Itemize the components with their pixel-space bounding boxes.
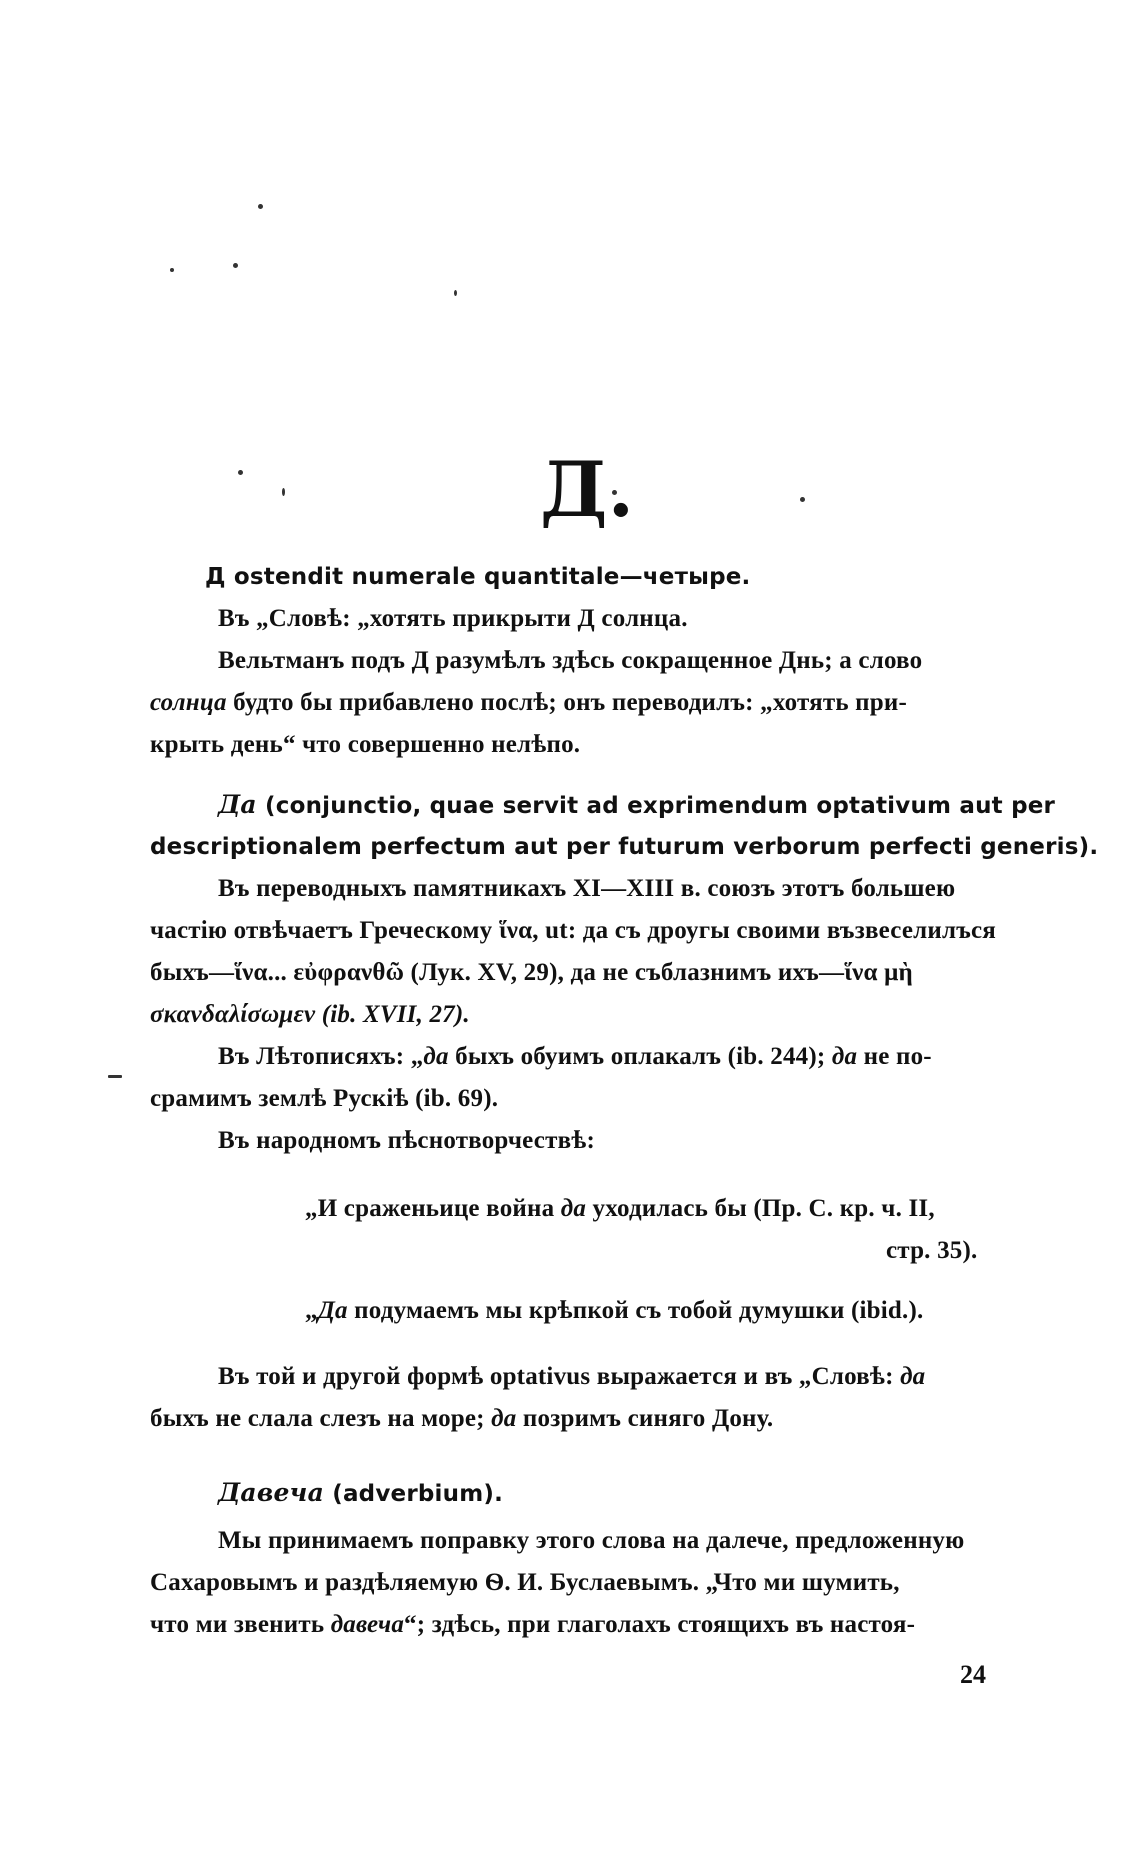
entry2-line5: быхъ—ἵνα... εὐφρανθῶ (Лук. XV, 29), да не съблазнимъ ихъ—ἵνα μὴ — [150, 959, 913, 986]
entry1-line3: Вельтманъ подъ Д разумѣлъ здѣсь сокращенное Днь; а слово — [218, 647, 923, 674]
page-number: 24 — [960, 1660, 986, 1689]
section-letter-heading: Д. — [540, 445, 635, 534]
entry3-headline: Давеча (adverbium). — [218, 1478, 504, 1507]
entry1-line5: крыть день“ что совершенно нелѣпо. — [150, 731, 581, 758]
print-speck — [170, 268, 174, 272]
print-speck — [233, 263, 238, 268]
entry3-line3: что ми звенить давеча“; здѣсь, при глаголахъ стоящихъ въ настоя- — [150, 1611, 916, 1638]
margin-mark — [108, 1075, 122, 1078]
entry2-line10: Въ той и другой формѣ optativus выражается и въ „Словѣ: да — [218, 1363, 926, 1390]
quote2: „Да подумаемъ мы крѣпкой съ тобой думушки (ibid.). — [305, 1297, 924, 1324]
quote1-line1: „И сраженьице война да уходилась бы (Пр. С. кр. ч. II, — [305, 1195, 935, 1222]
entry3-headword: Давеча — [218, 1478, 325, 1507]
entry3-line2: Сахаровымъ и раздѣляемую Ѳ. И. Буслаевымъ. „Что ми шумить, — [150, 1569, 900, 1596]
entry2-line9: Въ народномъ пѣснотворчествѣ: — [218, 1127, 595, 1154]
entry2-line11: быхъ не слала слезъ на море; да позримъ синяго Дону. — [150, 1405, 774, 1432]
entry3-line1: Мы принимаемъ поправку этого слова на далече, предложенную — [218, 1527, 965, 1554]
print-speck — [282, 488, 285, 496]
print-speck — [238, 470, 243, 475]
entry2-line3: Въ переводныхъ памятникахъ XI—XIII в. союзъ этотъ большею — [218, 875, 956, 902]
entry1-line2: Въ „Словѣ: „хотять прикрыти Д солнца. — [218, 605, 688, 632]
print-speck — [800, 497, 805, 502]
print-speck — [258, 204, 263, 209]
print-speck — [454, 290, 457, 296]
entry1-line4: солнца будто бы прибавлено послѣ; онъ переводилъ: „хотять при- — [150, 689, 908, 716]
entry2-line1: Да (conjunctio, quae servit ad exprimendum optativum aut per — [218, 790, 1056, 819]
entry2-line8: срамимъ землѣ Рускіѣ (ib. 69). — [150, 1085, 499, 1112]
quote1-line2: стр. 35). — [886, 1237, 978, 1264]
entry2-line6: σκανδαλίσωμεν (ib. XVII, 27). — [150, 1001, 470, 1028]
entry2-line2: descriptionalem perfectum aut per futurum verborum perfecti generis). — [150, 834, 1099, 860]
entry2-line7: Въ Лѣтописяхъ: „да быхъ обуимъ оплакалъ (ib. 244); да не по- — [218, 1043, 932, 1070]
entry2-line4: частію отвѣчаетъ Греческому ἵνα, ut: да съ дроугы своими възвеселилъся — [150, 917, 996, 944]
entry1-line1: Д ostendit numerale quantitale—четыре. — [205, 564, 751, 590]
entry2-headword: Да — [218, 790, 257, 819]
